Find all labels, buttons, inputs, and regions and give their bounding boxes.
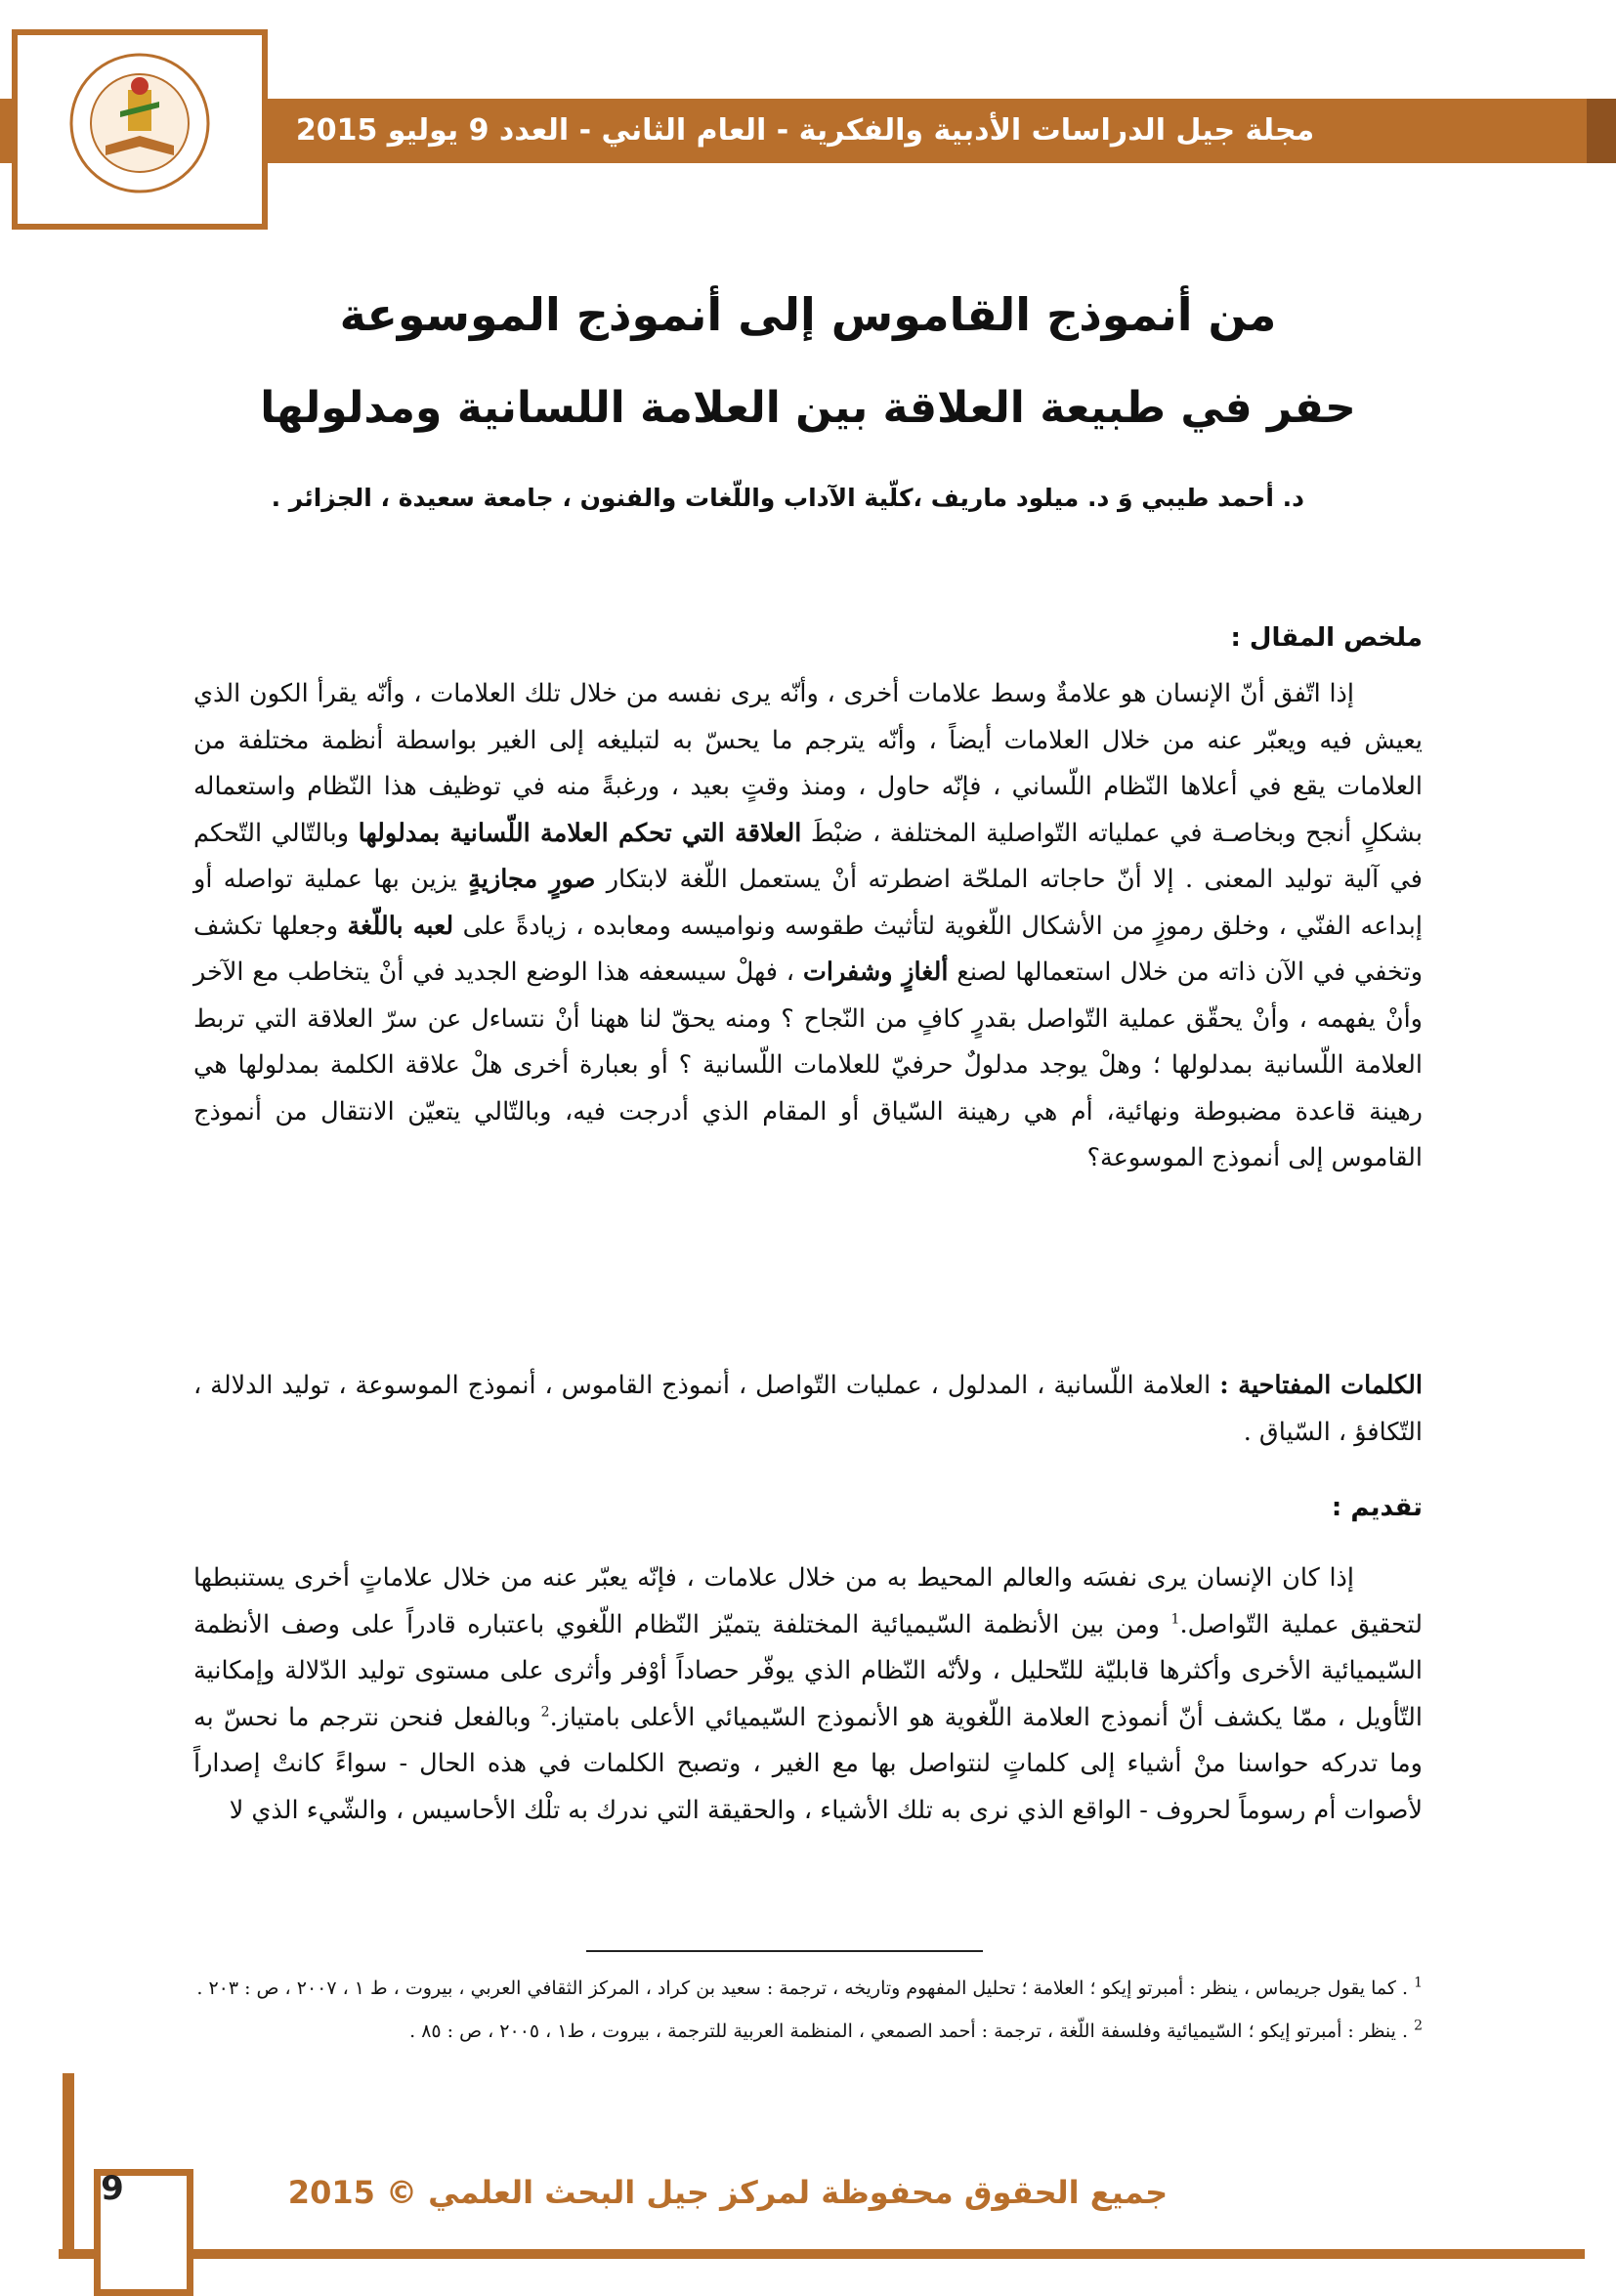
page-number-frame — [31, 2073, 197, 2259]
footnotes — [193, 1969, 1423, 2055]
journal-header-title: مجلة جيل الدراسات الأدبية والفكرية - العام الثاني - العدد 9 يوليو 2015 — [295, 113, 1315, 148]
footnote-ref-2[interactable]: 2 — [540, 1704, 550, 1720]
article-title-line1: من أنموذج القاموس إلى أنموذج الموسوعة — [339, 288, 1277, 341]
footnote-divider — [586, 1950, 983, 1952]
footnote-2: $^2$ . ينظر : أمبرتو إيكو ؛ السّيميائية وفلسفة اللّغة ، ترجمة : أحمد الصمعي ، المنظمة العربية للترجمة ، بيروت ، ط١ ، ٢٠٠٥ ، ص : ٨٥ . — [409, 2018, 1423, 2042]
intro-heading: تقديم : — [1331, 1493, 1423, 1522]
keywords-label: الكلمات المفتاحية : — [1219, 1371, 1423, 1400]
footer-copyright: جميع الحقوق محفوظة لمركز جيل البحث العلمي © 2015 — [287, 2174, 1169, 2211]
keywords — [193, 1363, 1423, 1456]
header-corner — [1587, 99, 1616, 163]
abstract-heading: ملخص المقال : — [1230, 623, 1423, 653]
footer-rule — [59, 2249, 1585, 2259]
footnote-1: $^1$ . كما يقول جريماس ، ينظر : أمبرتو إيكو ؛ العلامة ؛ تحليل المفهوم وتاريخه ، ترجمة : سعيد بن كراد ، المركز الثقافي العربي ، بيروت ، ط ١ ، ٢٠٠٧ ، ص : ٢٠٣ . — [196, 1975, 1423, 1999]
article-authors: د. أحمد طيبي وَ د. ميلود ماريف ،كلّية الآداب واللّغات والفنون ، جامعة سعيدة ، الجزائر . — [271, 484, 1304, 512]
logo-emblem-icon — [66, 43, 213, 215]
abstract-paragraph: إذا اتّفق أنّ الإنسان هو علامةٌ وسط علامات أخرى ، وأنّه يرى نفسه من خلال تلك العلامات ، وأنّه يقرأ الكون الذي يعيش فيه ويعبّر عنه من خلال العلامات أيضاً ، وأنّه يترجم ما يحسّ به لتبليغه إلى الغير بواسطة أنظمة مختلفة من العلامات يقع في أعلاها النّظام اللّساني ، فإنّه حاول ، ومنذ وقتٍ بعيد ، ورغبةً منه في توظيف هذا النّظام واستعماله بشكلٍ أنجح وبخاصـة في عملياته التّواصلية المختلفة ، ضبْطَ العلاقة التي تحكم العلامة اللّسانية بمدلولها وبالتّالي التّحكم في آلية توليد المعنى . إلا أنّ حاجاته الملحّة اضطرته أنْ يستعمل اللّغة لابتكار صورٍ مجازيةٍ يزين بها عملية تواصله أو إبداعه الفنّي ، وخلق رموزٍ من الأشكال اللّغوية لتأثيث طقوسه ونواميسه ومعابده ، زيادةً على لعبه باللّغة وجعلها تكشف وتخفي في الآن ذاته من خلال استعمالها لصنع ألغازٍ وشفرات ، فهلْ سيسعفه هذا الوضع الجديد في أنْ يتخاطب مع الآخر وأنْ يفهمه ، وأنْ يحقّق عملية التّواصل بقدرٍ كافٍ من النّجاح ؟ ومنه يحقّ لنا ههنا أنْ نتساءل عن سرّ العلاقة التي تربط العلامة اللّسانية بمدلولها ؛ وهلْ يوجد مدلولٌ حرفيّ للعلامات اللّسانية ؟ أو بعبارة أخرى هلْ علاقة الكلمة بمدلولها هي رهينة قاعدة مضبوطة ونهائية، أم هي رهينة السّياق أو المقام الذي أدرجت فيه، وبالتّالي يتعيّن الانتقال من أنموذج القاموس إلى أنموذج الموسوعة؟ — [193, 679, 1424, 1172]
footnote-ref-1[interactable]: 1 — [1170, 1611, 1180, 1627]
article-title-line2: حفر في طبيعة العلاقة بين العلامة اللسانية ومدلولها — [260, 383, 1356, 433]
journal-logo — [12, 29, 268, 230]
page-number: 9 — [101, 2169, 124, 2208]
intro-paragraph: إذا كان الإنسان يرى نفسَه والعالم المحيط به من خلال علامات ، فإنّه يعبّر عنه من خلال علاماتٍ أخرى يستنبطها لتحقيق عملية التّواصل.$^1$ ومن بين الأنظمة السّيميائية المختلفة يتميّز النّظام اللّغوي باعتباره قادراً على وصف الأنظمة السّيميائية الأخرى وأكثرها قابليّة للتّحليل ، ولأنّه النّظام الذي يوفّر حصاداً أوْفر وأثرى على مستوى توليد الدّلالة وإمكانية التّأويل ، ممّا يكشف أنّ أنموذج العلامة اللّغوية هو الأنموذج السّيميائي الأعلى بامتياز.$^2$ وبالفعل فنحن نترجم ما نحسّ به وما تدركه حواسنا منْ أشياء إلى كلماتٍ لنتواصل بها مع الغير ، وتصبح الكلمات في هذه الحال - سواءً كانتْ إصداراً لأصوات أم رسوماً لحروف - الواقع الذي نرى به تلك الأشياء ، والحقيقة التي ندرك به تلْك الأحاسيس ، والشّيء الذي لا — [193, 1563, 1424, 1825]
keywords-text: العلامة اللّسانية ، المدلول ، عمليات التّواصل ، أنموذج القاموس ، أنموذج الموسوعة ، توليد الدلالة ، التّكافؤ ، السّياق . — [193, 1371, 1423, 1447]
